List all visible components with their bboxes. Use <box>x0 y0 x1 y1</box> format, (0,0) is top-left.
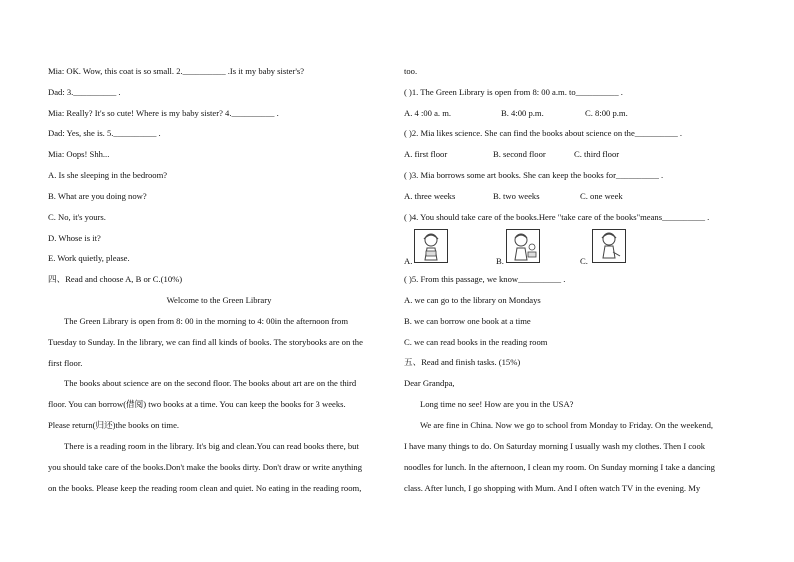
question-2: ( )2. Mia likes science. She can find the books about science on the__________ . <box>404 128 683 138</box>
girl-with-books-picture-icon <box>506 229 540 263</box>
dialogue-line: Mia: Oops! Shh... <box>48 149 110 159</box>
paragraph-line: you should take care of the books.Don't make the books dirty. Don't draw or write anything <box>48 462 362 472</box>
paragraph-line: on the books. Please keep the reading room clean and quiet. No eating in the reading room, <box>48 483 362 493</box>
question-1: ( )1. The Green Library is open from 8: 00 a.m. to__________ . <box>404 87 623 97</box>
choice-option: D. Whose is it? <box>48 233 101 243</box>
passage-paragraph-2 <box>48 378 390 441</box>
paragraph-line: class. After lunch, I go shopping with Mum. And I often watch TV in the evening. My <box>404 483 701 493</box>
question-5: ( )5. From this passage, we know__________ . <box>404 274 566 284</box>
option-a: A. three weeks <box>404 191 456 201</box>
option-c: C. 8:00 p.m. <box>585 108 628 118</box>
paragraph-line: I have many things to do. On Saturday morning I usually wash my clothes. Then I cook <box>404 441 706 451</box>
paragraph-line: The books about science are on the second floor. The books about art are on the third <box>64 378 357 388</box>
girl-drawing-picture-icon <box>592 229 626 263</box>
dialogue-line: Mia: OK. Wow, this coat is so small. 2.__________ .Is it my baby sister's? <box>48 66 305 76</box>
paragraph-line: The Green Library is open from 8: 00 in the morning to 4: 00in the afternoon from <box>64 316 349 326</box>
question-4: ( )4. You should take care of the books.Here "take care of the books"means__________ . <box>404 212 710 222</box>
paragraph-line: There is a reading room in the library. It's big and clean.You can read books there, but <box>64 441 359 451</box>
option-a: A. 4 :00 a. m. <box>404 108 452 118</box>
option-c: C. third floor <box>574 149 620 159</box>
option-a-label: A. <box>404 256 413 266</box>
choice-option: E. Work quietly, please. <box>48 253 130 263</box>
paragraph-line: Tuesday to Sunday. In the library, we can find all kinds of books. The storybooks are on the <box>48 337 363 347</box>
reading-girl-picture-icon <box>414 229 448 263</box>
letter-paragraph <box>404 420 746 504</box>
dialogue-line: Dad: Yes, she is. 5.__________ . <box>48 128 161 138</box>
question-5-option-c: C. we can read books in the reading room <box>404 337 548 347</box>
option-a: A. first floor <box>404 149 448 159</box>
letter-line: Long time no see! How are you in the USA? <box>420 399 574 409</box>
dialogue-line: Dad: 3.__________ . <box>48 87 121 97</box>
paragraph-line: floor. You can borrow(借阅) two books at a time. You can keep the books for 3 weeks. <box>48 399 346 409</box>
paragraph-line: We are fine in China. Now we go to school from Monday to Friday. On the weekend, <box>420 420 714 430</box>
passage-paragraph-3 <box>48 441 390 504</box>
choice-option: C. No, it's yours. <box>48 212 106 222</box>
letter-greeting: Dear Grandpa, <box>404 378 455 388</box>
passage-continuation: too. <box>404 66 418 76</box>
choice-option: B. What are you doing now? <box>48 191 147 201</box>
question-5-option-b: B. we can borrow one book at a time <box>404 316 531 326</box>
option-b: B. second floor <box>493 149 546 159</box>
paragraph-line: noodles for lunch. In the afternoon, I clean my room. On Sunday morning I take a dancing <box>404 462 715 472</box>
passage-paragraph-1 <box>48 316 390 379</box>
option-b: B. 4:00 p.m. <box>501 108 544 118</box>
option-b: B. two weeks <box>493 191 540 201</box>
question-4-picture-options <box>404 229 754 265</box>
option-b-label: B. <box>496 256 504 266</box>
question-3: ( )3. Mia borrows some art books. She can keep the books for__________ . <box>404 170 664 180</box>
section-heading: 四、Read and choose A, B or C.(10%) <box>48 274 183 284</box>
section-heading: 五、Read and finish tasks. (15%) <box>404 357 521 367</box>
choice-option: A. Is she sleeping in the bedroom? <box>48 170 168 180</box>
dialogue-line: Mia: Really? It's so cute! Where is my baby sister? 4.__________ . <box>48 108 279 118</box>
question-5-option-a: A. we can go to the library on Mondays <box>404 295 541 305</box>
option-c: C. one week <box>580 191 623 201</box>
paragraph-line: first floor. <box>48 358 83 368</box>
paragraph-line: Please return(归还)the books on time. <box>48 420 180 430</box>
option-c-label: C. <box>580 256 588 266</box>
passage-title: Welcome to the Green Library <box>166 295 272 305</box>
